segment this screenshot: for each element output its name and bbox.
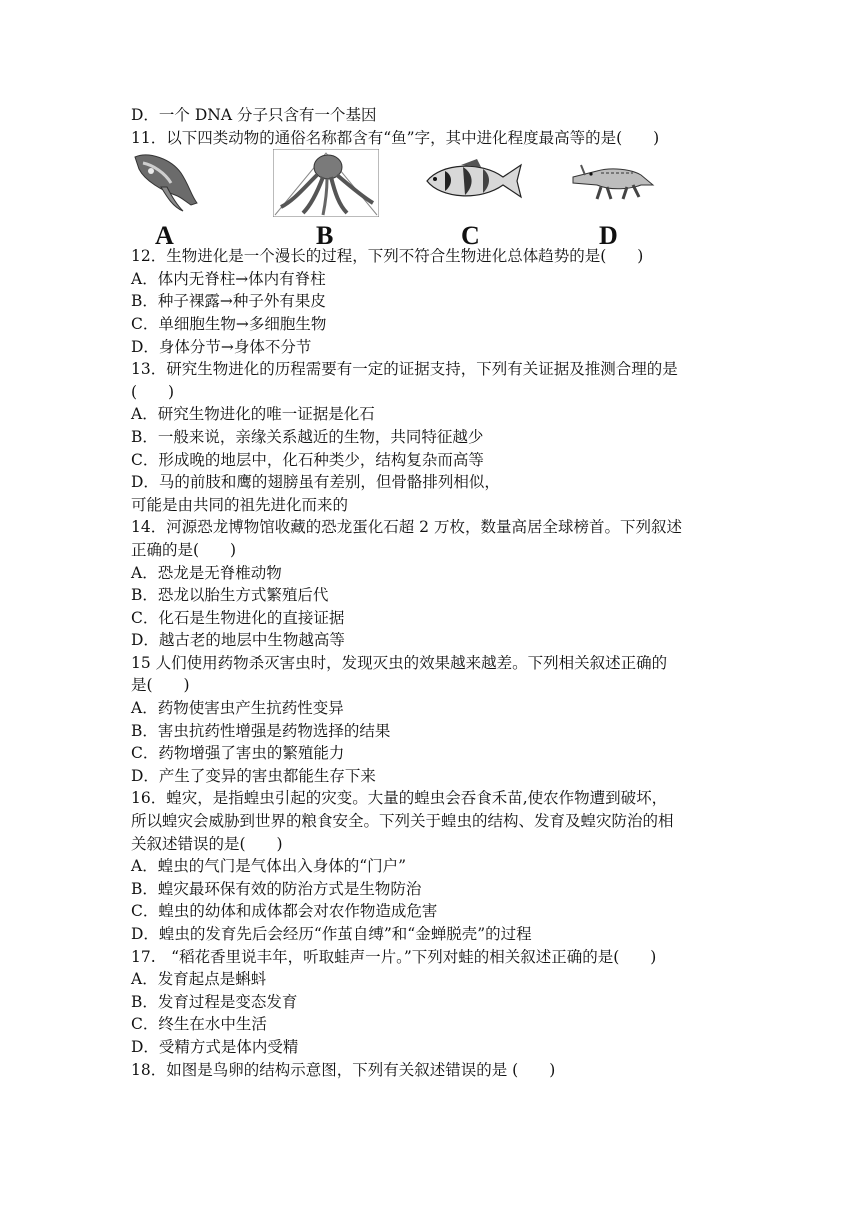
crocodile-image xyxy=(571,155,655,205)
octopus-image xyxy=(273,149,379,217)
whale-image xyxy=(131,151,203,215)
q11-label-b: B xyxy=(316,221,334,251)
q16-stem-line-1: 16．蝗灾，是指蝗虫引起的灾变。大量的蝗虫会吞食禾苗,使农作物遭到破坏， xyxy=(131,789,668,808)
q17-stem: 17. “稻花香里说丰年，听取蛙声一片。”下列对蛙的相关叙述正确的是( ) xyxy=(131,947,657,966)
q10-option-d: D．一个 DNA 分子只含有一个基因 xyxy=(131,106,377,124)
q16-stem-line-2: 所以蝗灾会威胁到世界的粮食安全。下列关于蝗虫的结构、发育及蝗灾防治的相 xyxy=(131,812,674,831)
q13-option-c: C．形成晚的地层中，化石种类少，结构复杂而高等 xyxy=(131,450,484,469)
q16-option-b: B．蝗灾最环保有效的防治方式是生物防治 xyxy=(131,879,422,898)
q11-figure xyxy=(131,151,731,251)
q15-option-a: A．药物使害虫产生抗药性变异 xyxy=(131,699,344,718)
q15-option-c: C．药物增强了害虫的繁殖能力 xyxy=(131,744,345,763)
exam-page xyxy=(131,104,731,1081)
q17-option-d: D．受精方式是体内受精 xyxy=(131,1037,299,1056)
q16-option-a: A．蝗虫的气门是气体出入身体的“门户” xyxy=(131,857,407,876)
carp-image xyxy=(421,155,525,205)
q11-stem: 11．以下四类动物的通俗名称都含有“鱼”字，其中进化程度最高等的是( ) xyxy=(131,128,660,147)
q15-option-b: B．害虫抗药性增强是药物选择的结果 xyxy=(131,721,391,740)
q13-option-d-continued: 可能是由共同的祖先进化而来的 xyxy=(131,495,349,514)
q14-option-b: B．恐龙以胎生方式繁殖后代 xyxy=(131,586,329,605)
q14-stem-line-2: 正确的是( ) xyxy=(131,540,237,559)
q13-option-d: D．马的前肢和鹰的翅膀虽有差别，但骨骼排列相似， xyxy=(131,473,500,492)
q13-stem-line-2: ( ) xyxy=(131,382,175,401)
q13-option-a: A．研究生物进化的唯一证据是化石 xyxy=(131,405,375,424)
q14-stem-line-1: 14．河源恐龙博物馆收藏的恐龙蛋化石超 2 万枚，数量高居全球榜首。下列叙述 xyxy=(131,518,682,537)
q17-option-b: B．发育过程是变态发育 xyxy=(131,992,298,1011)
q15-stem-line-1: 15 人们使用药物杀灭害虫时，发现灭虫的效果越来越差。下列相关叙述正确的 xyxy=(131,653,668,672)
q18-stem: 18．如图是鸟卵的结构示意图，下列有关叙述错误的是 ( ) xyxy=(131,1060,556,1079)
q12-option-b: B．种子裸露→种子外有果皮 xyxy=(131,292,326,311)
q14-option-c: C．化石是生物进化的直接证据 xyxy=(131,608,345,627)
q11-label-c: C xyxy=(461,221,480,251)
q17-option-c: C．终生在水中生活 xyxy=(131,1015,267,1034)
q16-stem-line-3: 关叙述错误的是( ) xyxy=(131,834,283,853)
q17-option-a: A．发育起点是蝌蚪 xyxy=(131,970,267,989)
q16-option-d: D．蝗虫的发育先后会经历“作茧自缚”和“金蝉脱壳”的过程 xyxy=(131,925,532,943)
q11-label-d: D xyxy=(599,221,618,251)
q12-option-c: C．单细胞生物→多细胞生物 xyxy=(131,314,327,333)
q16-option-c: C．蝗虫的幼体和成体都会对农作物造成危害 xyxy=(131,902,438,921)
q12-stem: 12．生物进化是一个漫长的过程，下列不符合生物进化总体趋势的是( ) xyxy=(131,247,644,266)
q15-option-d: D．产生了变异的害虫都能生存下来 xyxy=(131,766,376,785)
q11-label-a: A xyxy=(155,221,174,251)
q12-option-d: D．身体分节→身体不分节 xyxy=(131,337,312,356)
q15-stem-line-2: 是( ) xyxy=(131,676,190,695)
q12-option-a: A．体内无脊柱→体内有脊柱 xyxy=(131,269,326,288)
q14-option-d: D．越古老的地层中生物越高等 xyxy=(131,631,345,650)
q13-option-b: B．一般来说，亲缘关系越近的生物，共同特征越少 xyxy=(131,427,484,446)
q13-stem-line-1: 13．研究生物进化的历程需要有一定的证据支持，下列有关证据及推测合理的是 xyxy=(131,360,678,379)
q14-option-a: A．恐龙是无脊椎动物 xyxy=(131,563,282,582)
